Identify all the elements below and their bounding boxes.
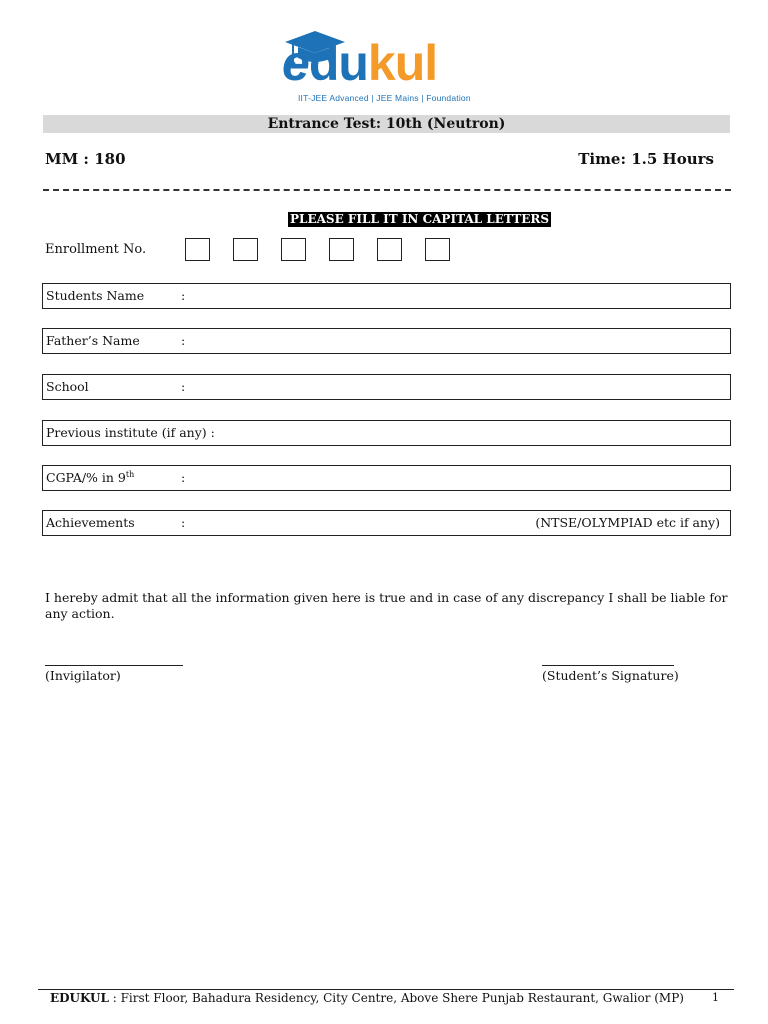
invigilator-signature-line[interactable] xyxy=(45,665,183,666)
enrollment-label: Enrollment No. xyxy=(45,242,147,257)
school-field[interactable] xyxy=(42,374,731,400)
invigilator-label: (Invigilator) xyxy=(45,668,121,683)
footer-brand: EDUKUL xyxy=(50,991,109,1005)
enrollment-box-2[interactable] xyxy=(233,238,258,261)
school-label: School xyxy=(46,379,89,394)
achievements-field[interactable] xyxy=(42,510,731,536)
cgpa-superscript: th xyxy=(125,470,135,479)
logo-tagline: IIT-JEE Advanced | JEE Mains | Foundation xyxy=(298,93,471,103)
footer-address xyxy=(50,991,684,1005)
footer-address-text: : First Floor, Bahadura Residency, City Centre, Above Shere Punjab Restaurant, Gwalior (MP) xyxy=(108,991,684,1005)
enrollment-box-5[interactable] xyxy=(377,238,402,261)
test-title: Entrance Test: 10th (Neutron) xyxy=(267,116,506,132)
student-signature-line[interactable] xyxy=(542,665,674,666)
test-title-bar xyxy=(43,115,730,133)
page-number: 1 xyxy=(712,991,719,1004)
previous-institute-label: Previous institute (if any) : xyxy=(46,425,215,440)
field-colon: : xyxy=(181,288,186,303)
fathers-name-label: Father’s Name xyxy=(46,333,140,348)
students-name-label: Students Name xyxy=(46,288,145,303)
enrollment-box-1[interactable] xyxy=(185,238,210,261)
field-colon: : xyxy=(181,379,186,394)
max-marks: MM : 180 xyxy=(45,150,126,168)
capital-letters-instruction: PLEASE FILL IT IN CAPITAL LETTERS xyxy=(290,212,550,226)
dashed-divider xyxy=(43,189,731,191)
cgpa-label: CGPA/% in 9th xyxy=(46,470,135,486)
field-colon: : xyxy=(181,333,186,348)
declaration-text: I hereby admit that all the information given here is true and in case of any discrepancy I shall be liable for any action. xyxy=(45,590,728,621)
logo-wordmark: edukul xyxy=(282,35,438,91)
enrollment-box-3[interactable] xyxy=(281,238,306,261)
field-colon: : xyxy=(181,515,186,530)
enrollment-box-6[interactable] xyxy=(425,238,450,261)
edukul-logo xyxy=(282,26,494,106)
achievements-hint: (NTSE/OLYMPIAD etc if any) xyxy=(535,515,720,530)
footer-divider xyxy=(38,989,734,990)
student-signature-label: (Student’s Signature) xyxy=(542,668,679,683)
students-name-field[interactable] xyxy=(42,283,731,309)
previous-institute-field[interactable] xyxy=(42,420,731,446)
cgpa-field[interactable] xyxy=(42,465,731,491)
fathers-name-field[interactable] xyxy=(42,328,731,354)
time-duration: Time: 1.5 Hours xyxy=(578,150,714,168)
field-colon: : xyxy=(181,470,186,485)
achievements-label: Achievements xyxy=(46,515,135,530)
enrollment-box-4[interactable] xyxy=(329,238,354,261)
